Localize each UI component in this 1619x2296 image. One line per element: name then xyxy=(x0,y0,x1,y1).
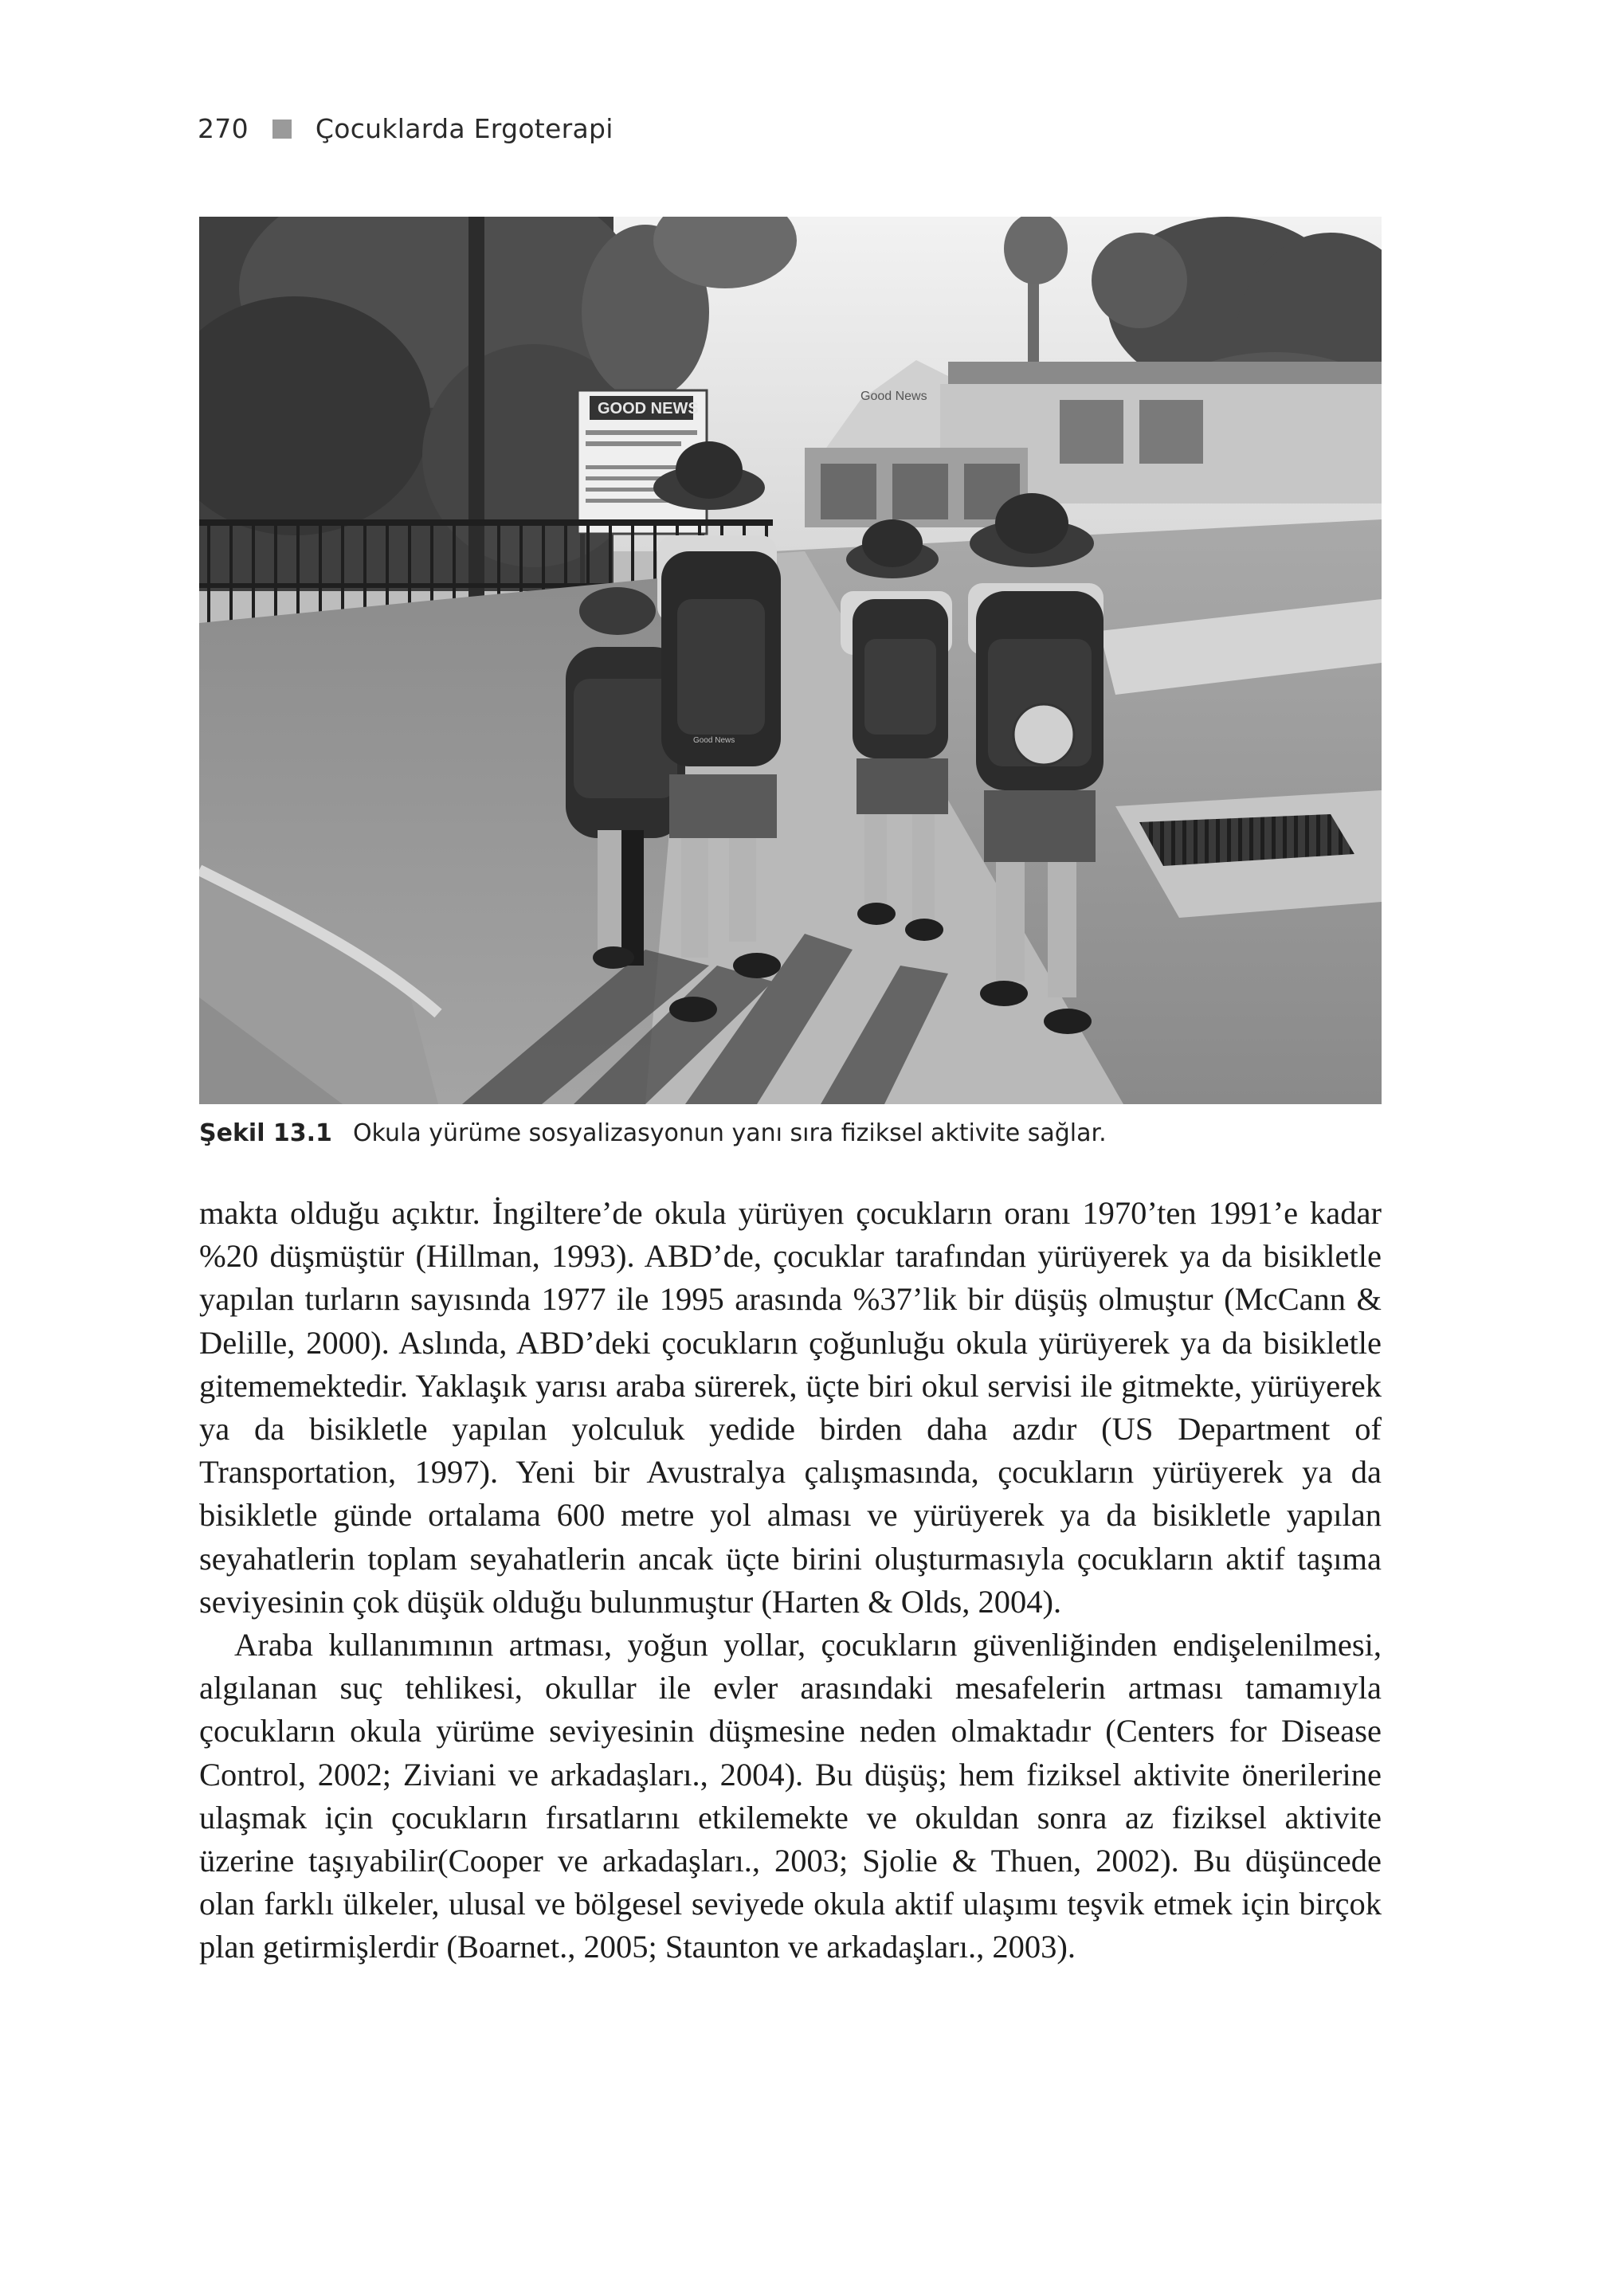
running-header xyxy=(198,113,613,144)
figure-caption xyxy=(199,1119,1394,1147)
building-sign: Good News xyxy=(860,390,927,403)
book-title: Çocuklarda Ergoterapi xyxy=(315,113,613,144)
figure-photo xyxy=(199,217,1382,1104)
figure-label: Şekil 13.1 xyxy=(199,1119,332,1147)
paragraph-2: Araba kullanımının artması, yoğun yollar, çocukların güvenliğinden endişelenilmesi, algılanan suç tehlikesi, okullar ile evler arasındaki mesafelerin artması tamamıyla çocukların okula yürüme seviyesinin düşmesine neden olmaktadır (Centers for Disease Control, 2002; Ziviani ve arkadaşları., 2004). Bu düşüş; hem fiziksel aktivite önerilerine ulaşmak için çocukların fırsatlarını etkilemekte ve okuldan sonra az fiziksel aktivite üzerine taşıyabilir(Cooper ve arkadaşları., 2003; Sjolie & Thuen, 2002). Bu düşüncede olan farklı ülkeler, ulusal ve bölgesel seviyede okula aktif ulaşımı teşvik etmek için birçok plan getirmişlerdir (Boarnet., 2005; Staunton ve arkadaşları., 2003). xyxy=(199,1627,1382,1965)
page-number: 270 xyxy=(198,113,249,144)
sign-title: GOOD NEWS xyxy=(598,400,699,417)
backpack-text: Good News xyxy=(693,736,735,745)
figure-caption-text: Okula yürüme sosyalizasyonun yanı sıra fiziksel aktivite sağlar. xyxy=(352,1119,1107,1147)
paragraph-1: makta olduğu açıktır. İngiltere’de okula yürüyen çocukların oranı 1970’ten 1991’e kadar %20 düşmüştür (Hillman, 1993). ABD’de, çocuklar tarafından yürüyerek ya da bisikletle yapılan turların sayısında 1977 ile 1995 arasında %37’lik bir düşüş olmuştur (McCann & Delille, 2000). Aslında, ABD’deki çocukların çoğunluğu okula yürüyerek ya da bisikletle gitememektedir. Yaklaşık yarısı araba sürerek, üçte biri okul servisi ile gitmekte, yürüyerek ya da bisikletle yapılan yolculuk yedide birden daha azdır (US Department of Transportation, 1997). Yeni bir Avustralya çalışmasında, çocukların yürüyerek ya da bisikletle günde ortalama 600 metre yol alması ve yürüyerek ya da bisikletle yapılan seyahatlerin toplam seyahatlerin ancak üçte birini oluşturmasıyla çocukların aktif taşıma seviyesinin çok düşük olduğu bulunmuştur (Harten & Olds, 2004). xyxy=(199,1195,1382,1620)
body-text xyxy=(199,1192,1382,1969)
square-bullet-icon xyxy=(272,120,292,139)
